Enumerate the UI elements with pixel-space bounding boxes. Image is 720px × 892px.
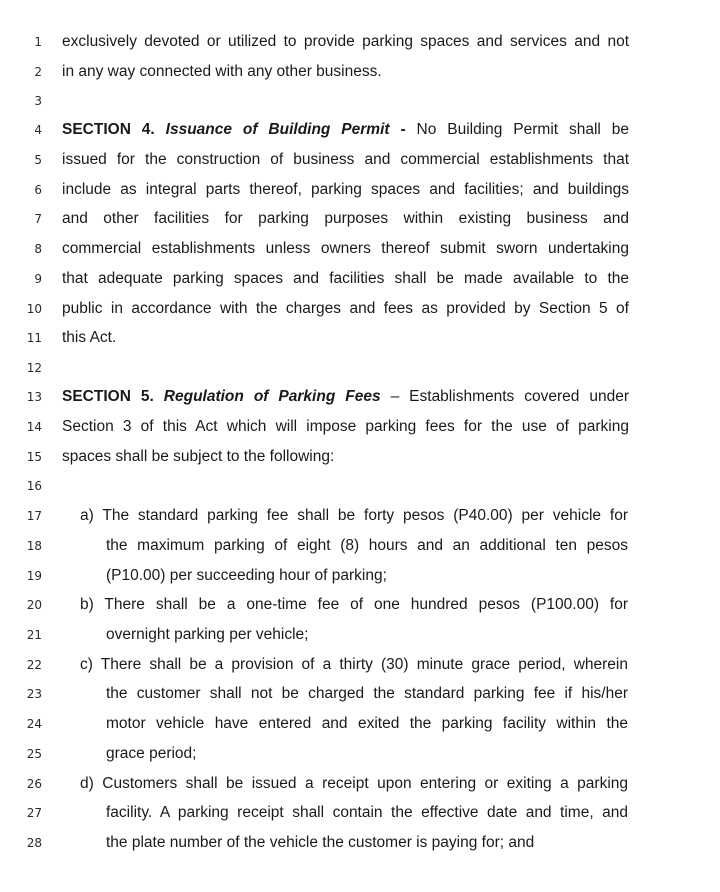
line-text: the maximum parking of eight (8) hours and an additional ten pesos [106,537,628,554]
line-number: 27 [26,806,42,820]
document-line [0,148,720,172]
document-line [0,801,720,825]
line-text: Section 3 of this Act which will impose parking fees for the use of parking [62,418,629,435]
line-number: 3 [34,94,42,108]
line-number: 22 [26,658,42,672]
section-separator: – [380,388,410,405]
line-number: 9 [34,272,42,286]
document-line [0,326,720,350]
line-number: 17 [26,509,42,523]
document-line [0,534,720,558]
document-line [0,30,720,54]
line-number: 2 [34,65,42,79]
line-text: No Building Permit shall be [416,121,629,138]
line-text: issued for the construction of business and commercial establishments that [62,151,629,168]
document-line [0,445,720,469]
document-line [0,60,720,84]
line-text: overnight parking per vehicle; [106,626,309,643]
line-number: 4 [34,123,42,137]
document-line [0,89,720,113]
line-number: 5 [34,153,42,167]
line-number: 6 [34,183,42,197]
line-text: include as integral parts thereof, parking spaces and facilities; and buildings [62,181,629,198]
line-text: in any way connected with any other business. [62,63,382,80]
section-label: SECTION 5. [62,388,154,405]
line-number: 18 [26,539,42,553]
document-line [0,682,720,706]
line-number: 20 [26,598,42,612]
line-number: 11 [26,331,42,345]
document-line [0,415,720,439]
section-4-heading-line [62,118,629,142]
line-number: 28 [26,836,42,850]
line-text: d) Customers shall be issued a receipt upon entering or exiting a parking [80,775,628,792]
document-line [0,742,720,766]
line-number: 7 [34,212,42,226]
line-number: 23 [26,687,42,701]
line-number: 10 [26,302,42,316]
line-number: 16 [26,479,42,493]
document-line [0,178,720,202]
list-item-d [0,772,720,796]
document-line [0,356,720,380]
document-line [0,267,720,291]
line-text: this Act. [62,329,117,346]
line-number: 25 [26,747,42,761]
line-number: 8 [34,242,42,256]
line-text: a) The standard parking fee shall be forty pesos (P40.00) per vehicle for [80,507,628,524]
document-line [0,297,720,321]
line-number: 21 [26,628,42,642]
document-line [0,831,720,855]
section-separator: - [389,121,417,138]
line-text: Establishments covered under [409,388,630,405]
list-item-a [0,504,720,528]
section-title: Regulation of Parking Fees [163,388,381,405]
line-text: and other facilities for parking purposes within existing business and [62,210,629,227]
section-title: Issuance of Building Permit [165,121,390,138]
line-text: grace period; [106,745,197,762]
line-text: facility. A parking receipt shall contain the effective date and time, and [106,804,628,821]
document-line [0,474,720,498]
line-text: commercial establishments unless owners thereof submit sworn undertaking [62,240,629,257]
line-text: (P10.00) per succeeding hour of parking; [106,567,387,584]
line-text: that adequate parking spaces and facilities shall be made available to the [62,270,629,287]
line-text: motor vehicle have entered and exited the parking facility within the [106,715,628,732]
document-line [0,623,720,647]
line-number: 26 [26,777,42,791]
line-number: 15 [26,450,42,464]
document-line [0,564,720,588]
line-text: spaces shall be subject to the following: [62,448,335,465]
line-text: public in accordance with the charges and fees as provided by Section 5 of [62,300,629,317]
line-text: the plate number of the vehicle the customer is paying for; and [106,834,535,851]
document-line [0,118,720,142]
line-number: 12 [26,361,42,375]
document-line [0,385,720,409]
section-label: SECTION 4. [62,121,155,138]
line-number: 13 [26,390,42,404]
line-text: the customer shall not be charged the standard parking fee if his/her [106,685,628,702]
line-number: 14 [26,420,42,434]
line-text: c) There shall be a provision of a thirty (30) minute grace period, wherein [80,656,628,673]
line-text: b) There shall be a one-time fee of one hundred pesos (P100.00) for [80,596,628,613]
line-text: exclusively devoted or utilized to provide parking spaces and services and not [62,33,629,50]
document-line [0,207,720,231]
section-5-heading-line [62,385,629,409]
document-line [0,712,720,736]
list-item-b [0,593,720,617]
document-line [0,237,720,261]
line-number: 24 [26,717,42,731]
line-number: 1 [34,35,42,49]
line-number: 19 [26,569,42,583]
list-item-c [0,653,720,677]
